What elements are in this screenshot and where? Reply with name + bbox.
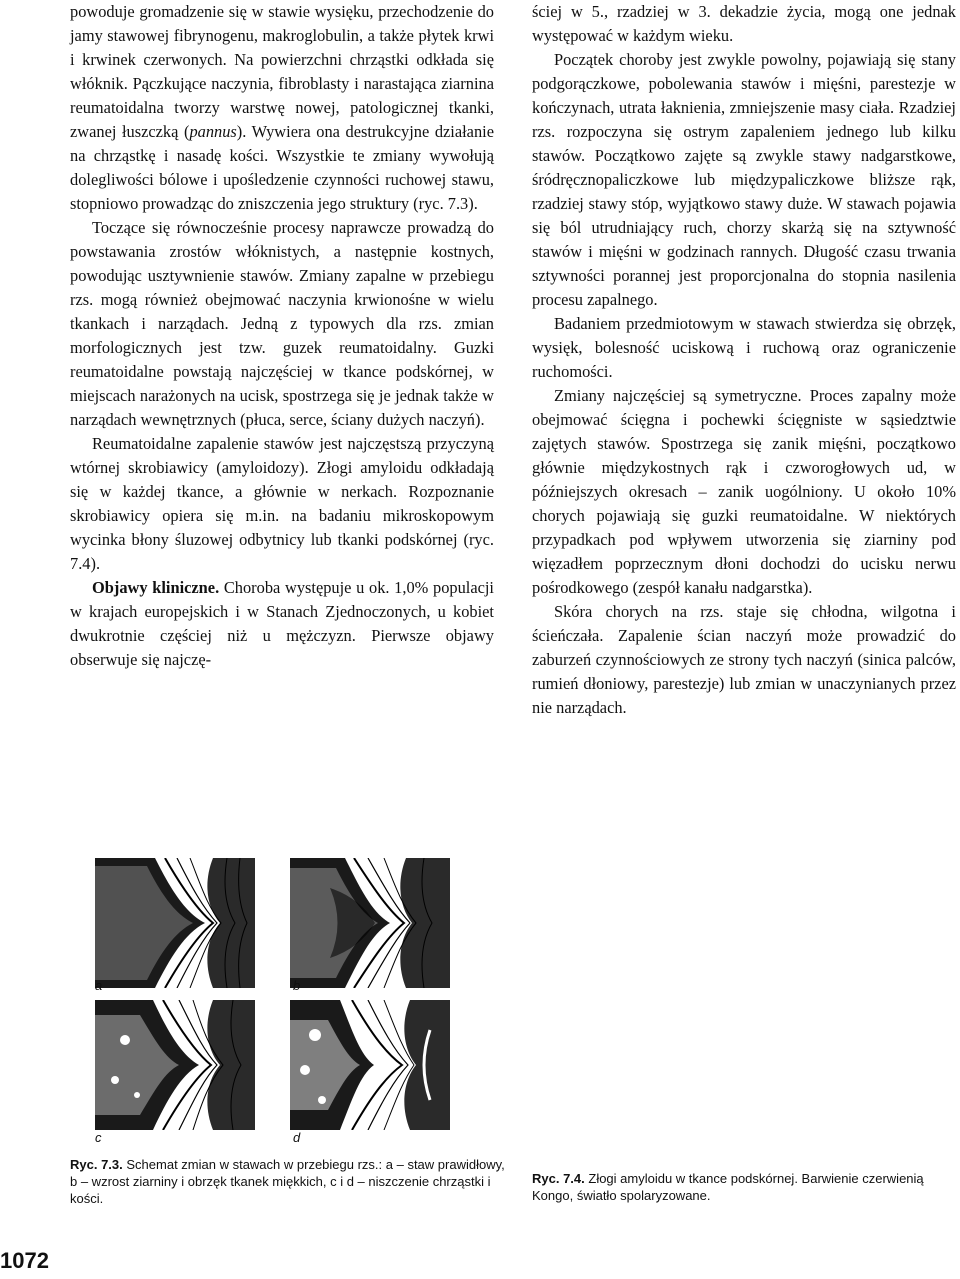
right-paragraph-5: Skóra chorych na rzs. staje się chłodna, wilgotna i ścieńczała. Zapalenie ścian naczyń może prowadzić do zaburzeń czynnościowych ze strony tych naczyń (sinica palców, rumień dłoniowy, parestezje) lub zmian w unaczynianych przez nie narządach.	[532, 602, 956, 717]
figure-7-3-caption-id: Ryc. 7.3.	[70, 1157, 123, 1172]
right-paragraph-2: Początek choroby jest zwykle powolny, pojawiają się stany podgorączkowe, pobolewania stawów i mięśni, parestezje w kończynach, utrata łaknienia, zmniejszenie masy ciała. Rzadziej rzs. rozpoczyna się ostrym zapaleniem jednego lub kilku stawów. Początkowo zajęte są zwykle stawy nadgarstkowe, śródręcznopaliczkowe lub międzypaliczkowe bliższe rąk, rzadziej stawy stóp, wyjątkowo stawy duże. W stawach pojawia się ból utrudniający ruch, chorzy skarżą się na sztywność stawów i mięśni w godzinach rannych. Długość czasu trwania sztywności porannej jest proporcjonalna do stopnia nasilenia procesu zapalnego.	[532, 50, 956, 309]
left-paragraph-3: Reumatoidalne zapalenie stawów jest najczęstszą przyczyną wtórnej skrobiawicy (amyloidozy). Złogi amyloidu odkładają się w każdej tkance, a głównie w nerkach. Rozpoznanie skrobiawicy opiera się m.in. na badaniu mikroskopowym wycinka błony śluzowej odbytnicy lub tkanki podskórnej (ryc. 7.4).	[70, 434, 494, 573]
figure-7-3-caption-text: Schemat zmian w stawach w przebiegu rzs.: a – staw prawidłowy, b – wzrost ziarniny i obrzęk tkanek miękkich, c i d – niszczenie chrząstki i kości.	[70, 1157, 505, 1206]
right-paragraph-3: Badaniem przedmiotowym w stawach stwierdza się obrzęk, wysięk, bolesność uciskową i ruchową oraz ograniczenie ruchomości.	[532, 314, 956, 381]
joint-panel-a-image	[95, 858, 255, 988]
section-heading-clinical: Objawy kliniczne.	[92, 578, 220, 597]
panel-label-a: a	[95, 978, 103, 993]
right-paragraph-1: ściej w 5., rzadziej w 3. dekadzie życia, mogą one jednak występować w każdym wieku.	[532, 2, 956, 45]
figure-7-4-caption-id: Ryc. 7.4.	[532, 1171, 585, 1186]
joint-panel-c-image	[95, 1000, 255, 1130]
left-paragraph-4: Objawy kliniczne. Choroba występuje u ok. 1,0% populacji w krajach europejskich i w Stanach Zjednoczonych, u kobiet dwukrotnie częściej niż u mężczyzn. Pierwsze objawy obserwuje się najczę-	[70, 578, 494, 669]
figure-7-4-caption	[532, 1170, 957, 1204]
right-paragraph-4: Zmiany najczęściej są symetryczne. Proces zapalny może obejmować ścięgna i pochewki ścięgniste w sąsiedztwie zajętych stawów. Spostrzega się zanik mięśni, początkowo głównie międzykostnych rąk i czworogłowych ud, w późniejszych okresach – zanik uogólniony. U około 10% chorych pojawiają się guzki reumatoidalne. W niektórych przypadkach pod wpływem utworzenia się ziarniny pod więzadłem poprzecznym dłoni dochodzi do ucisku nerwu pośrodkowego (zespół kanału nadgarstka).	[532, 386, 956, 597]
panel-label-b: b	[293, 978, 301, 993]
page-number: 1072	[0, 1248, 49, 1273]
joint-panel-d-image	[290, 1000, 450, 1130]
figure-7-4-caption-text: Złogi amyloidu w tkance podskórnej. Barwienie czerwienią Kongo, światło spolaryzowane.	[532, 1171, 924, 1203]
panel-label-d: d	[293, 1130, 301, 1145]
left-paragraph-2: Toczące się równocześnie procesy naprawcze prowadzą do powstawania zrostów włóknistych, a następnie kostnych, powodując usztywnienie stawów. Zmiany zapalne w przebiegu rzs. mogą również obejmować naczynia krwionośne w wielu tkankach i narządach. Jedną z typowych dla rzs. zmian morfologicznych jest tzw. guzek reumatoidalny. Guzki reumatoidalne powstają najczęściej w tkance podskórnej, w miejscach narażonych na ucisk, spostrzega się je jednak także w narządach wewnętrznych (płuca, serce, ściany dużych naczyń).	[70, 218, 494, 429]
left-text-column	[70, 0, 494, 672]
figure-7-3-caption	[70, 1156, 510, 1207]
joint-panel-b-image	[290, 858, 450, 988]
panel-label-c: c	[95, 1130, 102, 1145]
pannus-term: pannus	[189, 122, 237, 141]
left-paragraph-1: powoduje gromadzenie się w stawie wysięku, przechodzenie do jamy stawowej fibrynogenu, makroglobulin, a także płytek krwi i krwinek czerwonych. Na powierzchni chrząstki odkłada się włóknik. Pączkujące naczynia, fibroblasty i narastająca ziarnina reumatoidalna tworzy warstwę nowej, patologicznej tkanki, zwanej łuszczką (pannus). Wywiera ona destrukcyjne działanie na chrząstkę i nasadę kości. Wszystkie te zmiany wywołują dolegliwości bólowe i upośledzenie czynności ruchowej stawu, stopniowo prowadząc do zniszczenia jego struktury (ryc. 7.3).	[70, 2, 494, 213]
right-text-column	[532, 0, 956, 720]
